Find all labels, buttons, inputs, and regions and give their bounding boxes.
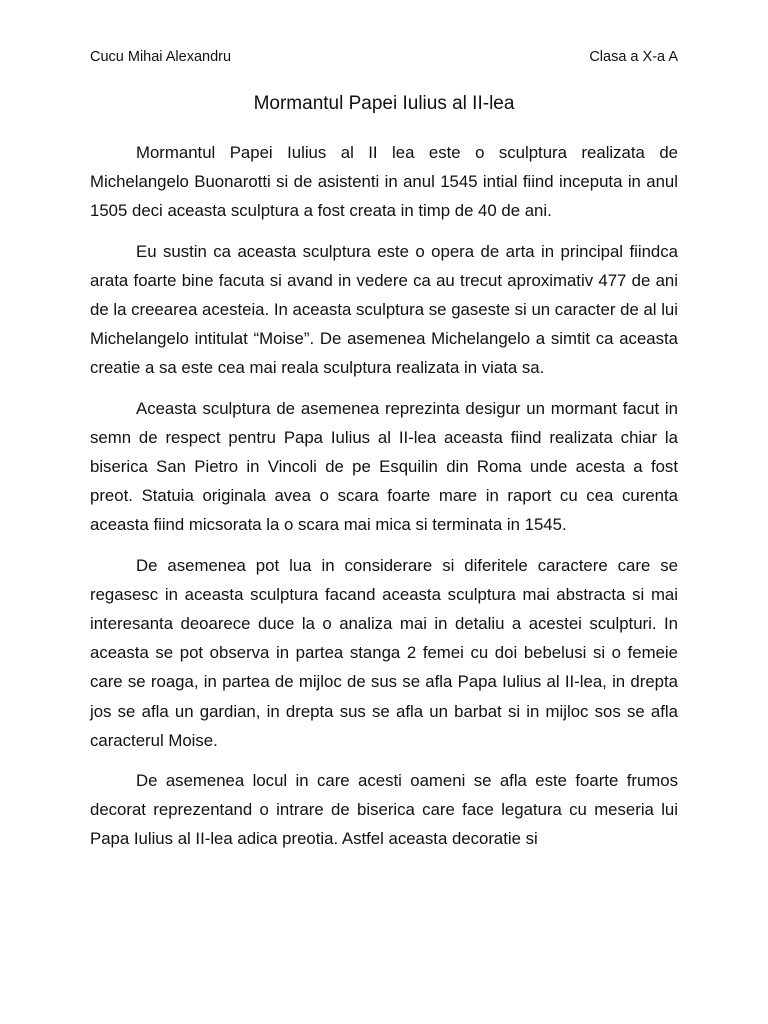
author-name: Cucu Mihai Alexandru: [90, 49, 232, 65]
paragraph: Mormantul Papei Iulius al II lea este o sculptura realizata de Michelangelo Buonarotti si de asistenti in anul 1545 intial fiind inceputa in anul 1505 deci aceasta sculptura a fost creata in timp de 40 de ani.: [90, 143, 678, 221]
paragraph: Eu sustin ca aceasta sculptura este o opera de arta in principal fiindca arata foarte bine facuta si avand in vedere ca au trecut aproximativ 477 de ani de la creearea acesteia. In aceasta sculptura se gaseste si un caracter de al lui Michelangelo intitulat “Moise”. De asemenea Michelangelo a simtit ca aceasta creatie a sa este cea mai reala sculptura realizata in viata sa.: [90, 241, 678, 378]
paragraph: De asemenea locul in care acesti oameni se afla este foarte frumos decorat reprezentand o intrare de biserica care face legatura cu meseria lui Papa Iulius al II-lea adica preotia. Astfel aceasta decoratie si: [90, 771, 678, 849]
document-title: Mormantul Papei Iulius al II-lea: [253, 93, 515, 114]
document-body: [90, 138, 678, 854]
class-name: Clasa a X-a A: [589, 49, 678, 65]
page-header: [90, 49, 678, 69]
paragraph: De asemenea pot lua in considerare si diferitele caractere care se regasesc in aceasta sculptura facand aceasta sculptura mai abstracta si mai interesanta deoarece duce la o analiza mai in detaliu a acestei sculpturi. In aceasta se pot observa in partea stanga 2 femei cu doi bebelusi si o femeie care se roaga, in partea de mijloc de sus se afla Papa Iulius al II-lea, in drepta jos se afla un gardian, in drepta sus se afla un barbat si in mijloc sos se afla caracterul Moise.: [90, 555, 678, 750]
paragraph: Aceasta sculptura de asemenea reprezinta desigur un mormant facut in semn de respect pentru Papa Iulius al II-lea aceasta fiind realizata chiar la biserica San Pietro in Vincoli de pe Esquilin din Roma unde acesta a fost preot. Statuia originala avea o scara foarte mare in raport cu cea curenta aceasta fiind micsorata la o scara mai mica si terminata in 1545.: [90, 398, 678, 535]
